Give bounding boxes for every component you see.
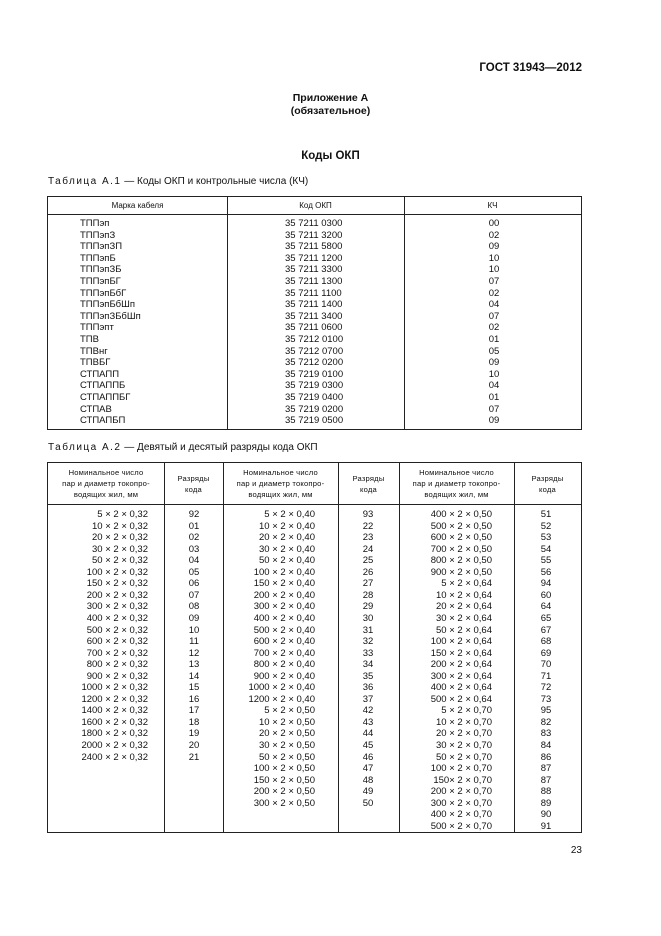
table2-header-number [48, 467, 164, 504]
table2-header-digits [164, 473, 223, 510]
code-digits-cell: 17 [188, 705, 200, 717]
table-row [48, 334, 581, 346]
pair-count-cell: 100 × 2 × 0,50 [253, 763, 315, 775]
code-digits-cell: 54 [540, 543, 552, 555]
appendix-heading [0, 92, 661, 118]
pair-count-cell: 150 × 2 × 0,64 [430, 647, 492, 659]
pair-count-cell: 900 × 2 × 0,50 [430, 566, 492, 578]
pair-count-cell: 400 × 2 × 0,64 [430, 682, 492, 694]
cable-brand-cell: ТПВнг [80, 345, 108, 357]
table2-divider [338, 463, 339, 832]
okp-code-cell: 35 7212 0700 [285, 345, 344, 357]
code-digits-cell: 14 [188, 670, 200, 682]
okp-code-cell: 35 7211 3200 [285, 229, 343, 241]
pair-count-cell: 30 × 2 × 0,70 [436, 740, 492, 751]
table-row [48, 322, 581, 334]
table2-divider [164, 463, 165, 832]
code-digits-cell: 52 [540, 520, 552, 532]
pair-count-cell: 1800 × 2 × 0,32 [81, 728, 148, 740]
code-digits-cell: 87 [540, 763, 552, 775]
pair-count-cell: 50 × 2 × 0,32 [92, 555, 148, 567]
header-line: Номинальное число [419, 468, 494, 477]
code-digits-cell: 71 [540, 670, 552, 682]
page-number: 23 [570, 845, 582, 856]
pair-count-cell: 500 × 2 × 0,50 [430, 520, 492, 532]
check-number-cell: 02 [488, 322, 500, 334]
cable-brand-cell: ТППэпБГ [80, 276, 121, 287]
pair-count-cell: 600 × 2 × 0,40 [253, 636, 315, 648]
code-digits-cell: 08 [188, 601, 200, 613]
table-row [48, 404, 581, 416]
code-digits-cell: 10 [188, 624, 200, 636]
check-number-cell: 04 [488, 380, 500, 392]
cable-brand-cell: ТППэп [80, 218, 110, 229]
cable-brand-cell: СТПАВ [80, 403, 112, 415]
pair-count-cell: 500 × 2 × 0,64 [430, 693, 492, 705]
cable-brand-cell: ТПВБГ [80, 357, 111, 369]
check-number-cell: 09 [488, 415, 500, 427]
pair-count-cell: 700 × 2 × 0,50 [430, 543, 492, 555]
pair-count-cell: 20 × 2 × 0,32 [92, 532, 148, 544]
code-digits-cell: 25 [362, 555, 374, 567]
code-digits-cell: 26 [362, 566, 374, 578]
pair-count-cell: 5 × 2 × 0,40 [264, 509, 315, 520]
code-digits-cell: 95 [540, 705, 552, 717]
pair-count-cell: 30 × 2 × 0,40 [259, 543, 315, 555]
pair-count-cell: 500 × 2 × 0,32 [86, 624, 148, 636]
table2-header-number [223, 467, 338, 504]
code-digits-cell: 46 [362, 751, 374, 763]
pair-count-cell: 1200 × 2 × 0,32 [81, 693, 148, 705]
cable-brand-cell: ТППэпт [80, 322, 114, 334]
pair-count-cell: 20 × 2 × 0,70 [436, 728, 492, 740]
okp-code-cell: 35 7219 0500 [285, 415, 344, 427]
table2-header-rule [48, 504, 581, 505]
code-digits-cell: 90 [540, 809, 552, 821]
code-digits-cell: 32 [362, 636, 374, 648]
pair-count-cell: 10 × 2 × 0,40 [259, 520, 315, 532]
pair-count-cell: 200 × 2 × 0,70 [430, 786, 492, 798]
pair-count-cell: 20 × 2 × 0,64 [436, 601, 492, 613]
check-number-cell: 01 [488, 392, 500, 403]
code-digits-table [47, 462, 582, 833]
pair-count-cell: 30 × 2 × 0,64 [436, 612, 492, 624]
table2-header-digits [338, 473, 399, 510]
pair-count-cell: 400 × 2 × 0,50 [430, 509, 492, 520]
code-digits-cell: 06 [188, 578, 200, 590]
table-row [48, 264, 581, 276]
pair-count-cell: 150 × 2 × 0,50 [253, 774, 315, 786]
code-digits-cell: 69 [540, 647, 552, 659]
code-digits-cell: 73 [540, 693, 552, 705]
pair-count-cell: 5 × 2 × 0,64 [441, 578, 492, 590]
appendix-title: Приложение А [292, 92, 369, 104]
pair-count-cell: 5 × 2 × 0,50 [264, 705, 315, 717]
header-line: пар и диаметр токопро- [236, 479, 325, 488]
pair-count-cell: 2400 × 2 × 0,32 [81, 751, 148, 763]
table-row [48, 230, 581, 242]
pair-count-cell: 500 × 2 × 0,40 [253, 624, 315, 636]
header-line: Разряды [531, 474, 564, 483]
pair-count-cell: 20 × 2 × 0,40 [259, 532, 315, 544]
pair-count-cell: 900 × 2 × 0,40 [253, 670, 315, 682]
pair-count-cell: 300 × 2 × 0,50 [253, 797, 315, 809]
table-row [48, 218, 581, 230]
pair-count-cell: 150× 2 × 0,70 [433, 774, 492, 786]
pair-count-cell: 5 × 2 × 0,70 [441, 705, 492, 717]
code-digits-cell: 36 [362, 682, 374, 694]
header-line: водящих жил, мм [248, 490, 313, 499]
code-digits-cell: 01 [188, 520, 200, 532]
pair-count-cell: 300 × 2 × 0,64 [430, 670, 492, 682]
pair-count-cell: 1000 × 2 × 0,40 [248, 682, 315, 694]
check-number-cell: 01 [488, 334, 500, 345]
pair-count-cell: 200 × 2 × 0,50 [253, 786, 315, 798]
code-digits-cell: 05 [188, 566, 200, 578]
pair-count-cell: 400 × 2 × 0,70 [430, 809, 492, 821]
okp-code-cell: 35 7212 0100 [285, 334, 344, 345]
pair-count-cell: 10 × 2 × 0,50 [259, 716, 315, 728]
code-digits-cell: 55 [540, 555, 552, 567]
pair-count-cell: 50 × 2 × 0,40 [259, 555, 315, 567]
check-number-cell: 09 [488, 357, 500, 369]
table-row [48, 276, 581, 288]
standard-number: ГОСТ 31943—2012 [479, 62, 582, 74]
pair-count-cell: 100 × 2 × 0,70 [430, 763, 492, 775]
code-digits-cell: 94 [540, 578, 552, 590]
cable-brand-cell: ТППэпЗБбШп [80, 310, 141, 322]
code-digits-cell: 88 [540, 786, 552, 798]
cable-brand-cell: ТППэпЗП [80, 241, 123, 253]
table-row [48, 311, 581, 323]
code-digits-cell: 16 [188, 693, 200, 705]
okp-code-cell: 35 7219 0200 [285, 403, 344, 415]
pair-count-cell: 5 × 2 × 0,32 [97, 509, 148, 520]
cable-brand-cell: ТППэпБ [80, 252, 116, 264]
cable-brand-cell: ТППэпЗ [80, 229, 116, 241]
code-digits-cell: 43 [362, 716, 374, 728]
table1-header-okp: Код ОКП [299, 201, 332, 210]
pair-count-cell: 700 × 2 × 0,32 [86, 647, 148, 659]
check-number-cell: 10 [488, 264, 500, 276]
code-digits-cell: 19 [188, 728, 200, 740]
pair-count-cell: 200 × 2 × 0,40 [253, 589, 315, 601]
header-line: кода [539, 485, 556, 494]
cable-brand-cell: СТПАПБП [80, 415, 126, 427]
pair-count-cell: 50 × 2 × 0,50 [259, 751, 315, 763]
code-digits-cell: 02 [188, 532, 200, 544]
table-row [48, 369, 581, 381]
code-digits-cell: 11 [189, 636, 199, 648]
table-row [48, 392, 581, 404]
code-digits-cell: 92 [188, 509, 200, 520]
pair-count-cell: 20 × 2 × 0,50 [259, 728, 315, 740]
code-digits-cell: 82 [540, 716, 552, 728]
pair-count-cell: 50 × 2 × 0,64 [436, 624, 492, 636]
pair-count-cell: 10 × 2 × 0,32 [92, 520, 148, 532]
cable-brand-cell: ТППэпЗБ [80, 264, 122, 276]
code-digits-cell: 70 [540, 659, 552, 671]
table2-caption [48, 442, 318, 453]
pair-count-cell: 150 × 2 × 0,40 [253, 578, 315, 590]
okp-code-cell: 35 7219 0400 [285, 392, 344, 403]
okp-code-cell: 35 7211 0300 [285, 218, 343, 229]
check-number-cell: 09 [488, 241, 500, 253]
pair-count-cell: 800 × 2 × 0,50 [430, 555, 492, 567]
pair-count-cell: 500 × 2 × 0,70 [430, 820, 492, 832]
code-digits-cell: 22 [362, 520, 374, 532]
code-digits-cell: 84 [540, 740, 552, 751]
code-digits-cell: 44 [362, 728, 374, 740]
table-row [48, 346, 581, 358]
table-row [48, 241, 581, 253]
check-number-cell: 05 [488, 345, 500, 357]
appendix-note: (обязательное) [290, 105, 371, 117]
header-line: Разряды [352, 474, 385, 483]
okp-codes-table [47, 196, 582, 430]
okp-code-cell: 35 7211 5800 [285, 241, 343, 253]
table-row [48, 415, 581, 427]
pair-count-cell: 200 × 2 × 0,32 [86, 589, 148, 601]
code-digits-cell: 12 [188, 647, 200, 659]
header-line: пар и диаметр токопро- [62, 479, 150, 488]
pair-count-cell: 1600 × 2 × 0,32 [81, 716, 148, 728]
pair-count-cell: 50 × 2 × 0,70 [436, 751, 492, 763]
table1-caption-text: — Коды ОКП и контрольные числа (КЧ) [121, 176, 309, 187]
code-digits-cell: 15 [188, 682, 200, 694]
table-row [48, 357, 581, 369]
header-line: кода [185, 485, 202, 494]
table2-caption-text: — Девятый и десятый разряды кода ОКП [121, 442, 318, 453]
code-digits-cell: 56 [540, 566, 552, 578]
pair-count-cell: 30 × 2 × 0,32 [92, 543, 148, 555]
table2-header-digits [514, 473, 581, 510]
code-digits-cell: 04 [188, 555, 200, 567]
pair-count-cell: 600 × 2 × 0,32 [86, 636, 148, 648]
code-digits-cell: 89 [540, 797, 552, 809]
code-digits-cell: 28 [362, 589, 374, 601]
okp-code-cell: 35 7211 1400 [285, 299, 343, 311]
header-line: Номинальное число [68, 468, 144, 477]
table-row [48, 253, 581, 265]
code-digits-cell: 47 [362, 763, 374, 775]
pair-count-cell: 2000 × 2 × 0,32 [81, 740, 148, 751]
code-digits-cell: 30 [362, 612, 374, 624]
check-number-cell: 04 [488, 299, 500, 311]
code-digits-cell: 49 [362, 786, 374, 798]
code-digits-cell: 87 [540, 774, 552, 786]
code-digits-cell: 83 [540, 728, 552, 740]
code-digits-cell: 27 [362, 578, 374, 590]
pair-count-cell: 700 × 2 × 0,40 [253, 647, 315, 659]
code-digits-cell: 72 [540, 682, 552, 694]
pair-count-cell: 100 × 2 × 0,40 [253, 566, 315, 578]
pair-count-cell: 200 × 2 × 0,64 [430, 659, 492, 671]
code-digits-cell: 34 [362, 659, 374, 671]
header-line: Разряды [177, 474, 210, 483]
pair-count-cell: 300 × 2 × 0,32 [86, 601, 148, 613]
code-digits-cell: 24 [362, 543, 374, 555]
pair-count-cell: 800 × 2 × 0,40 [253, 659, 315, 671]
code-digits-cell: 53 [540, 532, 552, 544]
table1-header-brand: Марка кабеля [111, 201, 164, 210]
check-number-cell: 10 [488, 368, 500, 380]
okp-code-cell: 35 7211 1200 [285, 252, 343, 264]
cable-brand-cell: ТППэпБбГ [80, 287, 127, 299]
table-row [48, 288, 581, 300]
code-digits-cell: 23 [362, 532, 374, 544]
cable-brand-cell: ТПВ [80, 334, 99, 345]
table1-header-kch: КЧ [487, 201, 498, 210]
okp-code-cell: 35 7219 0300 [285, 380, 344, 392]
check-number-cell: 02 [488, 287, 500, 299]
okp-code-cell: 35 7211 3300 [285, 264, 343, 276]
okp-code-cell: 35 7211 3400 [285, 310, 343, 322]
header-line: пар и диаметр токопро- [412, 479, 501, 488]
code-digits-cell: 50 [362, 797, 374, 809]
pair-count-cell: 30 × 2 × 0,50 [259, 740, 315, 751]
code-digits-cell: 13 [188, 659, 200, 671]
pair-count-cell: 1400 × 2 × 0,32 [81, 705, 148, 717]
pair-count-cell: 10 × 2 × 0,70 [436, 716, 492, 728]
cable-brand-cell: СТПАПП [80, 368, 120, 380]
pair-count-cell: 300 × 2 × 0,40 [253, 601, 315, 613]
header-line: водящих жил, мм [424, 490, 489, 499]
code-digits-cell: 29 [362, 601, 374, 613]
code-digits-cell: 35 [362, 670, 374, 682]
table2-caption-label: Таблица А.2 [48, 442, 122, 453]
pair-count-cell: 10 × 2 × 0,64 [436, 589, 492, 601]
pair-count-cell: 1200 × 2 × 0,40 [248, 693, 315, 705]
pair-count-cell: 900 × 2 × 0,32 [86, 670, 148, 682]
check-number-cell: 07 [488, 403, 500, 415]
code-digits-cell: 37 [362, 693, 374, 705]
okp-code-cell: 35 7212 0200 [285, 357, 344, 369]
code-digits-cell: 33 [362, 647, 374, 659]
pair-count-cell: 600 × 2 × 0,50 [430, 532, 492, 544]
pair-count-cell: 100 × 2 × 0,32 [86, 566, 148, 578]
table1-caption-label: Таблица А.1 [48, 176, 122, 187]
table2-divider [514, 463, 515, 832]
table1-caption [48, 176, 308, 187]
pair-count-cell: 400 × 2 × 0,32 [86, 612, 148, 624]
code-digits-cell: 64 [540, 601, 552, 613]
check-number-cell: 02 [488, 229, 500, 241]
code-digits-cell: 67 [540, 624, 552, 636]
check-number-cell: 10 [488, 252, 500, 264]
code-digits-cell: 20 [188, 740, 200, 751]
code-digits-cell: 18 [188, 716, 200, 728]
code-digits-cell: 03 [188, 543, 200, 555]
check-number-cell: 00 [488, 218, 500, 229]
code-digits-cell: 51 [540, 509, 552, 520]
code-digits-cell: 07 [188, 589, 200, 601]
cable-brand-cell: ТППэпБбШп [80, 299, 135, 311]
okp-code-cell: 35 7211 1300 [285, 276, 343, 287]
cable-brand-cell: СТПАППБ [80, 380, 126, 392]
code-digits-cell: 45 [362, 740, 374, 751]
okp-code-cell: 35 7211 1100 [285, 287, 342, 299]
okp-code-cell: 35 7219 0100 [285, 368, 344, 380]
pair-count-cell: 400 × 2 × 0,40 [253, 612, 315, 624]
section-title: Коды ОКП [301, 150, 360, 162]
code-digits-cell: 68 [540, 636, 552, 648]
cable-brand-cell: СТПАППБГ [80, 392, 131, 403]
header-line: Номинальное число [243, 468, 318, 477]
code-digits-cell: 09 [188, 612, 200, 624]
table-row [48, 299, 581, 311]
check-number-cell: 07 [488, 276, 500, 287]
table1-header-rule [48, 214, 581, 215]
pair-count-cell: 100 × 2 × 0,64 [430, 636, 492, 648]
code-digits-cell: 65 [540, 612, 552, 624]
code-digits-cell: 42 [362, 705, 374, 717]
code-digits-cell: 31 [362, 624, 374, 636]
pair-count-cell: 300 × 2 × 0,70 [430, 797, 492, 809]
table2-header-number [399, 467, 514, 504]
header-line: кода [360, 485, 377, 494]
pair-count-cell: 800 × 2 × 0,32 [86, 659, 148, 671]
code-digits-cell: 93 [362, 509, 374, 520]
code-digits-cell: 86 [540, 751, 552, 763]
pair-count-cell: 150 × 2 × 0,32 [86, 578, 148, 590]
pair-count-cell: 1000 × 2 × 0,32 [81, 682, 148, 694]
code-digits-cell: 91 [540, 820, 552, 832]
table-row [48, 380, 581, 392]
code-digits-cell: 60 [540, 589, 552, 601]
code-digits-cell: 21 [188, 751, 200, 763]
header-line: водящих жил, мм [73, 490, 139, 499]
okp-code-cell: 35 7211 0600 [285, 322, 343, 334]
check-number-cell: 07 [488, 310, 500, 322]
code-digits-cell: 48 [362, 774, 374, 786]
